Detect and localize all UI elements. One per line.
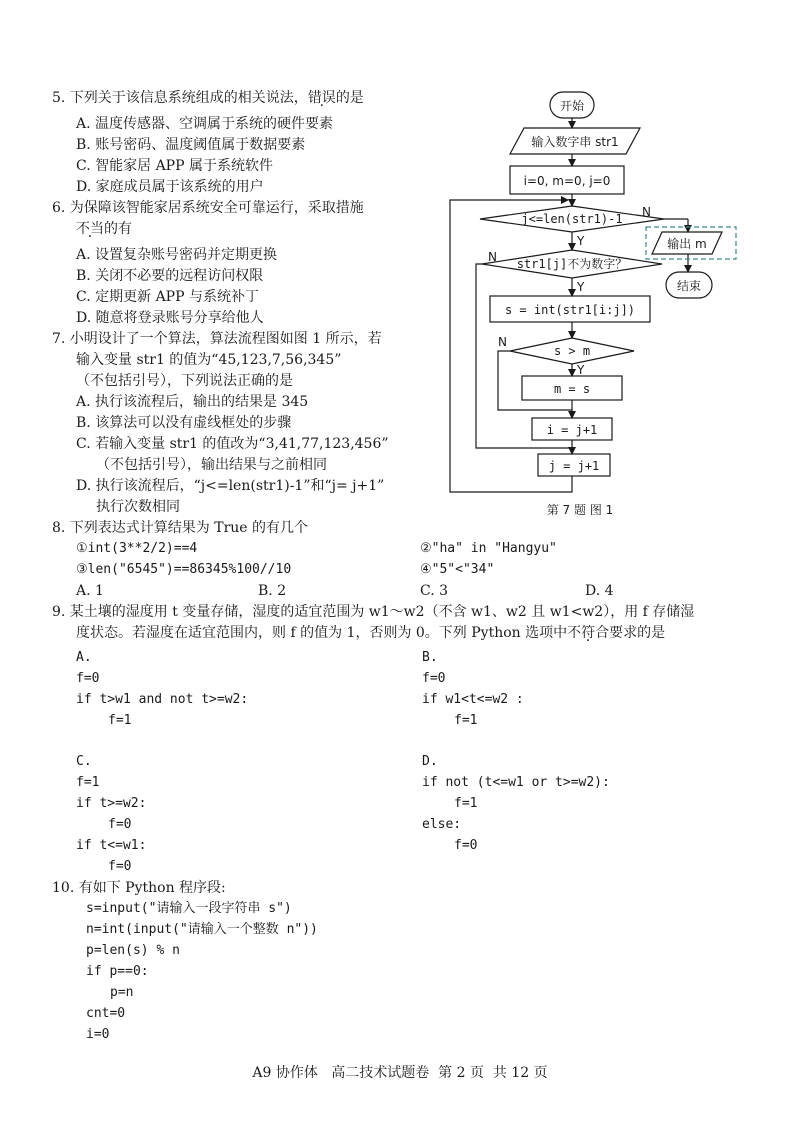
- flow-caption: 第 7 题 图 1: [546, 503, 614, 517]
- q9-emphasis: 不符合: [567, 625, 610, 641]
- q9-option-d-label: D.: [422, 754, 438, 769]
- q7-line-1: 7. 小明设计了一个算法，算法流程图如图 1 所示，若: [52, 331, 382, 347]
- q8-option-b: B. 2: [258, 583, 287, 599]
- flow-cond1-text: j<=len(str1)-1: [521, 212, 623, 226]
- flow-assign-s-text: s = int(str1[i:j]): [504, 303, 636, 317]
- q9-option-b-code-3: f=1: [454, 713, 478, 728]
- q8-option-d: D. 4: [585, 583, 614, 599]
- q10-code-5: p=n: [110, 985, 134, 1000]
- q5-option-a: A. 温度传感器、空调属于系统的硬件要素: [76, 116, 334, 132]
- q8-expr-2: ②"ha" in "Hangyu": [420, 541, 557, 556]
- q7-option-c: C. 若输入变量 str1 的值改为“3,41,77,123,456”: [76, 436, 389, 452]
- q7-option-c-cont: （不包括引号），输出结果与之前相同: [96, 457, 327, 473]
- flow-cond2-text: str1[j]不为数字？: [516, 257, 628, 271]
- q10-code-2: n=int(input("请输入一个整数 n")): [86, 922, 318, 937]
- q9-option-d-code-2: f=1: [454, 796, 478, 811]
- q9-option-c-code-5: f=0: [108, 859, 132, 874]
- q8-expr-1: ①int(3**2/2)==4: [76, 541, 198, 556]
- q9-option-b-code-2: if w1<t<=w2 :: [422, 692, 524, 707]
- q8-expr-4: ④"5"<"34": [420, 562, 495, 577]
- q10-stem: 10. 有如下 Python 程序段:: [52, 880, 226, 896]
- q6-stem-line2: 不当的有: [76, 221, 132, 237]
- q9-option-b-label: B.: [422, 650, 438, 665]
- flow-input-text: 输入数字串 str1: [531, 135, 619, 149]
- q8-stem: 8. 下列表达式计算结果为 True 的有几个: [52, 520, 309, 536]
- q9-option-d-code-1: if not (t<=w1 or t>=w2):: [422, 775, 610, 790]
- q10-code-4: if p==0:: [86, 964, 149, 979]
- q8-option-c: C. 3: [420, 583, 449, 599]
- q7-option-d-cont: 执行次数相同: [96, 499, 180, 515]
- flow-assign-i-text: i = j+1: [546, 423, 598, 437]
- q5-option-b: B. 账号密码、温度阈值属于数据要素: [76, 137, 306, 153]
- q8-option-a: A. 1: [76, 583, 104, 599]
- flow-end-text: 结束: [676, 279, 702, 293]
- q9-option-d-code-4: f=0: [454, 838, 478, 853]
- q6-stem-line1: 6. 为保障该智能家居系统安全可靠运行，采取措施: [52, 200, 364, 216]
- q5-emphasis: 错误: [307, 90, 336, 106]
- q9-option-a-code-1: f=0: [76, 671, 100, 686]
- flow-cond1-y-label: Y: [577, 234, 585, 248]
- flowchart-figure: [440, 88, 760, 528]
- q9-option-d-code-3: else:: [422, 817, 462, 832]
- page-footer: A9 协作体 高二技术试题卷 第 2 页 共 12 页: [252, 1065, 548, 1081]
- q10-code-6: cnt=0: [86, 1006, 126, 1021]
- q9-option-a-code-3: f=1: [108, 713, 132, 728]
- q7-line-2: 输入变量 str1 的值为“45,123,7,56,345”: [76, 352, 342, 368]
- flow-start-text: 开始: [559, 99, 585, 113]
- flow-cond2-y-label: Y: [577, 280, 585, 294]
- q5-stem: 5. 下列关于该信息系统组成的相关说法，错误的是: [52, 90, 364, 106]
- q9-option-a-code-2: if t>w1 and not t>=w2:: [76, 692, 249, 707]
- q9-option-b-code-1: f=0: [422, 671, 446, 686]
- flow-init-text: i=0, m=0, j=0: [523, 174, 611, 188]
- q9-option-a-label: A.: [76, 650, 92, 665]
- flow-cond3-text: s > m: [553, 344, 591, 358]
- q6-option-c: C. 定期更新 APP 与系统补丁: [76, 289, 259, 305]
- flow-assign-m-text: m = s: [553, 382, 591, 396]
- flow-cond2-n-label: N: [488, 250, 497, 264]
- flow-inc-j-text: j = j+1: [548, 459, 600, 473]
- q6-emphasis: 不当: [76, 221, 104, 237]
- q6-option-d: D. 随意将登录账号分享给他人: [76, 310, 264, 326]
- q10-code-3: p=len(s) % n: [86, 943, 180, 958]
- q5-option-d: D. 家庭成员属于该系统的用户: [76, 179, 264, 195]
- q6-option-a: A. 设置复杂账号密码并定期更换: [76, 247, 278, 263]
- q9-option-c-label: C.: [76, 754, 92, 769]
- q9-option-c-code-4: if t<=w1:: [76, 838, 147, 853]
- q10-code-1: s=input("请输入一段字符串 s"): [86, 901, 292, 916]
- q5-option-c: C. 智能家居 APP 属于系统软件: [76, 158, 273, 174]
- q10-code-7: i=0: [86, 1027, 110, 1042]
- q7-option-a: A. 执行该流程后，输出的结果是 345: [76, 394, 309, 410]
- q7-line-3: （不包括引号），下列说法正确的是: [76, 373, 293, 389]
- flow-cond3-y-label: Y: [577, 363, 585, 377]
- q9-option-c-code-3: f=0: [108, 817, 132, 832]
- q9-option-c-code-1: f=1: [76, 775, 100, 790]
- q7-option-d: D. 执行该流程后，“j<=len(str1)-1”和“j= j+1”: [76, 478, 385, 494]
- flow-output-text: 输出 m: [667, 237, 707, 251]
- q9-line-2: 度状态。若湿度在适宜范围内，则 f 的值为 1，否则为 0。下列 Python 选项中不符合要求的是: [76, 625, 666, 641]
- flow-cond1-n-label: N: [642, 205, 651, 219]
- flow-cond3-n-label: N: [498, 335, 507, 349]
- q9-line-1: 9. 某土壤的湿度用 t 变量存储，湿度的适宜范围为 w1～w2（不含 w1、w2 且 w1<w2），用 f 存储湿: [52, 604, 695, 620]
- q6-option-b: B. 关闭不必要的远程访问权限: [76, 268, 264, 284]
- q8-expr-3: ③len("6545")==86345%100//10: [76, 562, 292, 577]
- q7-option-b: B. 该算法可以没有虚线框处的步骤: [76, 415, 292, 431]
- q9-option-c-code-2: if t>=w2:: [76, 796, 147, 811]
